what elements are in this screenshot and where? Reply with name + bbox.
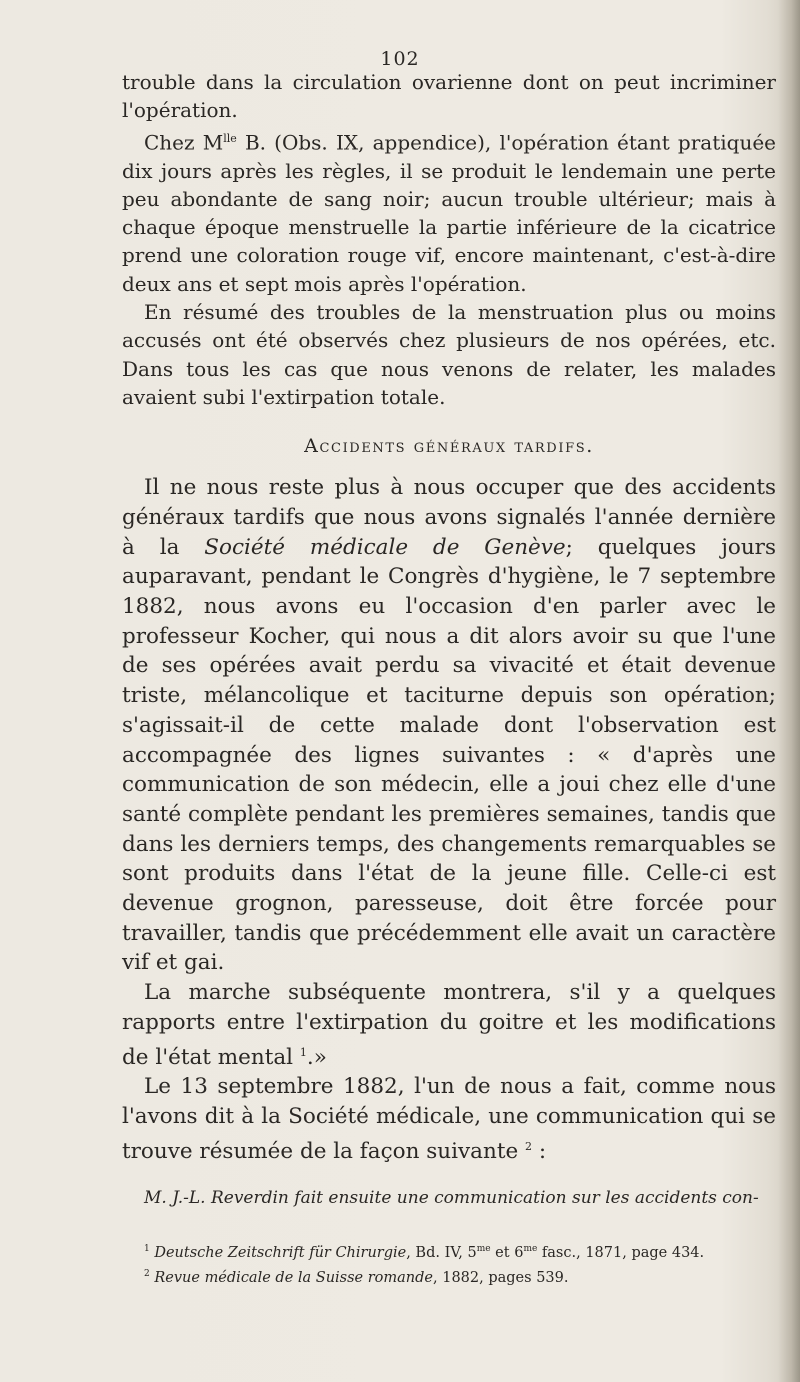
footnote-mark: 2 bbox=[144, 1268, 150, 1279]
text-run: et 6 bbox=[490, 1244, 524, 1261]
superscript: me bbox=[476, 1243, 491, 1254]
closing-quote-line: M. J.-L. Reverdin fait ensuite une communication sur les accidents con- bbox=[144, 1187, 759, 1208]
footnote-ref-1: 1 bbox=[299, 1045, 307, 1059]
text-run: : bbox=[532, 1139, 547, 1164]
body-text bbox=[122, 68, 776, 1288]
text-run: Il ne nous reste plus à nous occuper que des accidents généraux tardifs que nous avons signalés l'année dernière à la bbox=[122, 475, 776, 560]
paragraph-summary: En résumé des troubles de la menstruation plus ou moins accusés ont été observés chez plusieurs de nos opérées, etc. Dans tous les cas que nous venons de relater, les malades avaient subi l'extirpation totale. bbox=[122, 300, 776, 409]
text-run: Le 13 septembre 1882, l'un de nous a fait, comme nous l'avons dit à la Société médicale, une communication qui se trouve résumée de la façon suivante bbox=[122, 1074, 776, 1164]
footnotes bbox=[122, 1239, 776, 1289]
footnote-journal: Deutsche Zeitschrift für Chirurgie bbox=[154, 1244, 407, 1261]
footnote-mark: 1 bbox=[144, 1243, 150, 1254]
text-run: B. (Obs. IX, appendice), l'opération étant pratiquée dix jours après les règles, il se produit le lendemain une perte peu abondante de sang noir; aucun trouble ultérieur; mais à chaque époque menstruelle la partie inférieure de la cicatrice prend une coloration rouge vif, encore maintenant, c'est-à-dire deux ans et sept mois après l'opération. bbox=[122, 130, 776, 296]
text-run: Chez M bbox=[144, 130, 224, 155]
text-run: .» bbox=[306, 1044, 327, 1070]
paragraph-obs-ix bbox=[122, 125, 776, 298]
superscript: me bbox=[523, 1243, 538, 1254]
superscript: lle bbox=[223, 131, 237, 145]
footnote-1 bbox=[122, 1239, 776, 1264]
paragraph-ovarian-circulation: trouble dans la circulation ovarienne dont on peut incriminer l'opération. bbox=[122, 70, 776, 123]
text-run: fasc., 1871, page 434. bbox=[537, 1244, 705, 1261]
text-run: La marche subséquente montrera, s'il y a quelques rapports entre l'extirpation du goitre et les modifications de l'état mental bbox=[122, 980, 776, 1070]
footnote-ref-2: 2 bbox=[525, 1139, 533, 1153]
section-heading: Accidents généraux tardifs. bbox=[304, 435, 594, 458]
paragraph-general-accidents bbox=[122, 473, 776, 978]
page-number: 102 bbox=[380, 48, 420, 70]
paragraph-september-13 bbox=[122, 1072, 776, 1166]
text-run: , Bd. IV, 5 bbox=[406, 1244, 477, 1261]
paragraph-subsequent-course bbox=[122, 978, 776, 1072]
text-run: ; quelques jours auparavant, pendant le Congrès d'hygiène, le 7 septembre 1882, nous avons eu l'occasion d'en parler avec le professeur Kocher, qui nous a dit alors avoir su que l'une de ses opérées avait perdu sa vivacité et était devenue triste, mélancolique et taciturne depuis son opération; s'agissait-il de cette malade dont l'observation est accompagnée des lignes suivantes : « d'après une communication de son médecin, elle a joui chez elle d'une santé complète pendant les premières semaines, tandis que dans les derniers temps, des changements remarquables se sont produits dans l'état de la jeune fille. Celle-ci est devenue grognon, paresseuse, doit être forcée pour travailler, tandis que précédemment elle avait un caractère vif et gai. bbox=[122, 534, 776, 976]
text-run: , 1882, pages 539. bbox=[433, 1269, 569, 1286]
footnote-2 bbox=[122, 1264, 776, 1289]
page-edge-shadow bbox=[778, 0, 800, 1382]
footnote-journal: Revue médicale de la Suisse romande bbox=[154, 1269, 434, 1286]
italic-society-name: Société médicale de Genève bbox=[204, 534, 566, 560]
